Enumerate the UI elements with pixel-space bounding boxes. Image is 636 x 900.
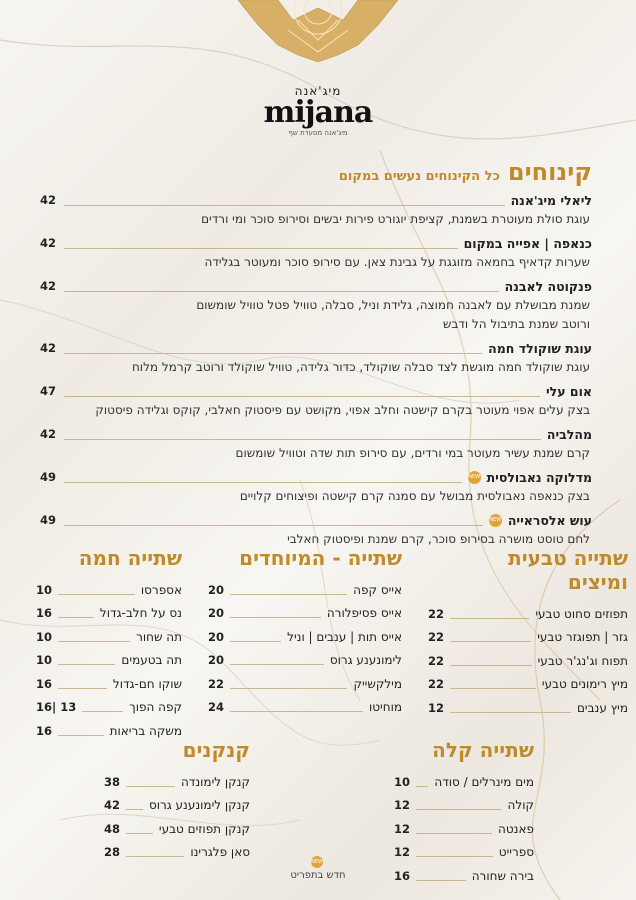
menu-row xyxy=(104,817,250,841)
dessert-line xyxy=(40,467,592,487)
desserts-list xyxy=(40,190,592,549)
dessert-price: 47 xyxy=(40,384,57,398)
menu-row xyxy=(208,649,402,673)
menu-row xyxy=(394,864,534,888)
desserts-subtitle: כל הקינוחים נעשים במקום xyxy=(338,169,500,184)
hot-drinks-section xyxy=(36,546,182,743)
dessert-description: בצק עלים אפוי מעוטר בקרם קישטה וחלב אפוי, מקושט עם פיסטוק חאלבי, קוקס וגלידה פיסטוק xyxy=(95,403,590,417)
item-price: 22 xyxy=(428,606,445,621)
leader-line xyxy=(64,281,499,292)
menu-row xyxy=(104,770,250,794)
menu-row xyxy=(104,841,250,865)
leader-line xyxy=(230,608,321,618)
menu-row xyxy=(394,770,534,794)
item-name: מים מינרלים / סודה xyxy=(434,774,534,789)
leader-line xyxy=(230,632,281,642)
item-name: קנקן לימונדה xyxy=(180,774,250,789)
menu-row xyxy=(394,841,534,865)
item-name: תפוח וג'נג'ר טבעי xyxy=(537,653,628,668)
dessert-line xyxy=(40,233,592,253)
desserts-section xyxy=(40,158,592,549)
leader-line xyxy=(126,777,175,787)
dessert-item xyxy=(40,233,592,272)
menu-row xyxy=(36,578,182,602)
item-price: 10 xyxy=(36,629,53,644)
item-name: נס על חלב-גדול xyxy=(99,606,182,621)
dessert-price: 42 xyxy=(40,341,57,355)
leader-line xyxy=(58,679,107,689)
dessert-price: 42 xyxy=(40,193,57,207)
item-name: פאנטה xyxy=(498,821,534,836)
leader-line xyxy=(126,824,153,834)
new-badge-icon: NEW xyxy=(468,471,481,484)
item-name: מוחיטו xyxy=(369,700,402,715)
item-name: בירה שחורה xyxy=(471,868,534,883)
menu-row xyxy=(394,817,534,841)
dessert-name: כנאפה | אפייה במקום xyxy=(463,235,592,251)
pitchers-title: קנקנים xyxy=(182,738,250,762)
item-name: קפה הפוך xyxy=(129,700,182,715)
leader-line xyxy=(64,386,540,397)
dessert-item xyxy=(40,276,592,334)
menu-row xyxy=(208,696,402,720)
item-name: מיץ ענבים xyxy=(576,700,628,715)
item-price: 10 xyxy=(36,582,53,597)
menu-row xyxy=(36,672,182,696)
leader-line xyxy=(82,702,123,712)
dessert-description: לחם טוסט מושרה בסירופ סוכר, קרם שמנת ופיסטוק חאלבי xyxy=(287,532,590,546)
desserts-title: קינוחים xyxy=(507,158,592,186)
item-price: 20 xyxy=(208,629,225,644)
item-price: 10 xyxy=(394,774,411,789)
leader-line xyxy=(450,656,532,666)
leader-line xyxy=(450,679,536,689)
dessert-price: 42 xyxy=(40,427,57,441)
item-name: גזר | תפוגזר טבעי xyxy=(537,630,628,645)
leader-line xyxy=(416,871,466,881)
dessert-line xyxy=(40,510,592,530)
natural-drinks-title-line2: ומיצים xyxy=(567,570,628,594)
menu-row xyxy=(428,602,628,626)
dessert-line xyxy=(40,381,592,401)
menu-row xyxy=(208,602,402,626)
light-drinks-title: שתייה קלה xyxy=(432,738,534,762)
item-price: 38 xyxy=(104,774,121,789)
item-price: 16 xyxy=(36,606,53,621)
new-badge-icon: NEW xyxy=(311,856,323,868)
dessert-item xyxy=(40,338,592,377)
item-name: מיץ רימונים טבעי xyxy=(541,677,628,692)
item-name: אספרסו xyxy=(140,582,182,597)
item-price: 10 xyxy=(36,653,53,668)
menu-row xyxy=(394,794,534,818)
dessert-item xyxy=(40,467,592,506)
item-name: אייס תות | ענבים | וניל xyxy=(287,629,402,644)
dessert-name: אום עלי xyxy=(545,383,592,399)
menu-row xyxy=(36,649,182,673)
item-name: תה שחור xyxy=(136,629,182,644)
dessert-name: פנקוטה לאבנה xyxy=(504,278,592,294)
item-price: 16| 13 xyxy=(36,700,77,715)
item-price: 16 xyxy=(36,676,53,691)
light-drinks-list xyxy=(394,770,534,888)
dessert-description: עוגת סולת מעוטרת בשמנת, קציפת יוגורט פירות יבשים וסירופ סוכר ומי ורדים xyxy=(201,212,590,226)
menu-row xyxy=(36,625,182,649)
item-name: תפוזים סחוט טבעי xyxy=(535,606,628,621)
dessert-description-cont: ורוטב שמנת בתיבול הל ודבש xyxy=(442,317,590,331)
item-price: 20 xyxy=(208,582,225,597)
pitchers-list xyxy=(104,770,250,864)
dessert-item xyxy=(40,190,592,229)
leader-line xyxy=(230,655,324,665)
leader-line xyxy=(58,726,104,736)
leader-line xyxy=(64,472,462,483)
dessert-name: מהלביה xyxy=(546,426,592,442)
item-name: קנקן לימונענע גרוס xyxy=(148,798,250,813)
dessert-line xyxy=(40,338,592,358)
dessert-line xyxy=(40,424,592,444)
light-drinks-section xyxy=(394,738,534,888)
item-price: 12 xyxy=(394,845,411,860)
natural-drinks-list xyxy=(428,602,628,720)
item-price: 24 xyxy=(208,700,225,715)
item-price: 22 xyxy=(208,676,225,691)
menu-row xyxy=(36,602,182,626)
dessert-item xyxy=(40,510,592,549)
item-name: קולה xyxy=(507,798,534,813)
dessert-description: שערות קדאיף בחמאה מזוגגת על גבינת צאן. עם סירופ סוכר ומעוטר בגלידה xyxy=(204,255,590,269)
item-price: 20 xyxy=(208,653,225,668)
footer-note: חדש בתפריט xyxy=(290,870,346,881)
leader-line xyxy=(58,655,115,665)
menu-row xyxy=(104,794,250,818)
leader-line xyxy=(64,429,541,440)
item-price: 16 xyxy=(394,868,411,883)
leader-line xyxy=(230,585,347,595)
item-name: ספרייט xyxy=(498,845,534,860)
leader-line xyxy=(416,824,492,834)
item-price: 28 xyxy=(104,845,121,860)
item-name: משקה בריאות xyxy=(109,723,182,738)
menu-row xyxy=(36,696,182,720)
dessert-description: שמנת מבושלת עם לאבנה חמוצה, גלידת וניל, סבלה, טוויל פטל טוויל שומשום xyxy=(196,298,590,312)
menu-row xyxy=(428,696,628,720)
logo-tagline: מיג'אנה מסעדת שף xyxy=(288,129,348,137)
leader-line xyxy=(58,608,94,618)
item-name: קנקן תפוזים טבעי xyxy=(158,821,250,836)
logo-hebrew: מיג'אנה xyxy=(294,84,342,98)
logo-wordmark: mijana xyxy=(263,95,373,130)
item-name: תה בטעמים xyxy=(121,653,182,668)
item-price: 16 xyxy=(36,723,53,738)
dessert-description: עוגת שוקולד חמה מוגשת לצד סבלה שוקולד, כדור גלידה, טוויל שוקולד ורוטב קרמל מלוח xyxy=(131,360,590,374)
dessert-line xyxy=(40,276,592,296)
special-drinks-list xyxy=(208,578,402,719)
menu-row xyxy=(428,673,628,697)
leader-line xyxy=(64,238,458,249)
dessert-name: ליאלי מיג'אנה xyxy=(510,192,592,208)
leader-line xyxy=(58,585,135,595)
item-price: 12 xyxy=(428,700,445,715)
menu-row xyxy=(428,649,628,673)
pitchers-section xyxy=(104,738,250,864)
leader-line xyxy=(416,847,493,857)
dessert-price: 42 xyxy=(40,279,57,293)
desserts-heading xyxy=(40,158,592,186)
leader-line xyxy=(450,609,529,619)
leader-line xyxy=(64,343,482,354)
item-name: סאן פלגרינו xyxy=(190,845,250,860)
dessert-name: עוש אלסראייה xyxy=(507,512,592,528)
dessert-name: עוגת שוקולד חמה xyxy=(488,340,592,356)
leader-line xyxy=(126,847,184,857)
brand-logo xyxy=(260,84,376,137)
mandala-ornament-icon xyxy=(238,0,398,62)
leader-line xyxy=(64,515,483,526)
dessert-price: 42 xyxy=(40,236,57,250)
item-name: שוקו חם-גדול xyxy=(112,676,182,691)
leader-line xyxy=(230,702,363,712)
item-name: לימונענע גרוס xyxy=(329,653,402,668)
dessert-description: בצק כנאפה נאבולסית מבושל עם סמנה קרם קישטה ופיצוחים קלויים xyxy=(239,489,590,503)
special-drinks-section xyxy=(208,546,402,719)
hot-drinks-title: שתייה חמה xyxy=(78,546,182,570)
leader-line xyxy=(416,800,502,810)
item-name: אייס פסיפלורה xyxy=(326,606,402,621)
leader-line xyxy=(416,777,428,787)
dessert-description: קרם שמנת עשיר מעוטר במי ורדים, עם סירופ תות שדה וטוויל שומשום xyxy=(235,446,590,460)
dessert-line xyxy=(40,190,592,210)
new-badge-icon: NEW xyxy=(489,514,502,527)
item-price: 22 xyxy=(428,630,445,645)
item-name: אייס קפה xyxy=(353,582,402,597)
dessert-price: 49 xyxy=(40,470,57,484)
menu-row xyxy=(208,625,402,649)
special-drinks-title: שתייה - המיוחדים xyxy=(239,546,402,570)
natural-drinks-section xyxy=(428,546,628,720)
dessert-item xyxy=(40,381,592,420)
menu-row xyxy=(428,626,628,650)
leader-line xyxy=(230,679,347,689)
leader-line xyxy=(126,800,143,810)
item-price: 22 xyxy=(428,653,445,668)
item-name: מילקשייק xyxy=(353,676,402,691)
dessert-item xyxy=(40,424,592,463)
leader-line xyxy=(58,632,130,642)
menu-row xyxy=(208,672,402,696)
item-price: 48 xyxy=(104,821,121,836)
item-price: 12 xyxy=(394,821,411,836)
leader-line xyxy=(450,703,571,713)
dessert-price: 49 xyxy=(40,513,57,527)
natural-drinks-title-line1: שתייה טבעית xyxy=(508,546,628,570)
leader-line xyxy=(450,632,531,642)
item-price: 42 xyxy=(104,798,121,813)
natural-drinks-title xyxy=(428,546,628,594)
item-price: 12 xyxy=(394,798,411,813)
item-price: 20 xyxy=(208,606,225,621)
dessert-name: מדלוקה נאבולסית xyxy=(486,469,592,485)
menu-row xyxy=(208,578,402,602)
hot-drinks-list xyxy=(36,578,182,743)
leader-line xyxy=(64,195,505,206)
item-price: 22 xyxy=(428,677,445,692)
